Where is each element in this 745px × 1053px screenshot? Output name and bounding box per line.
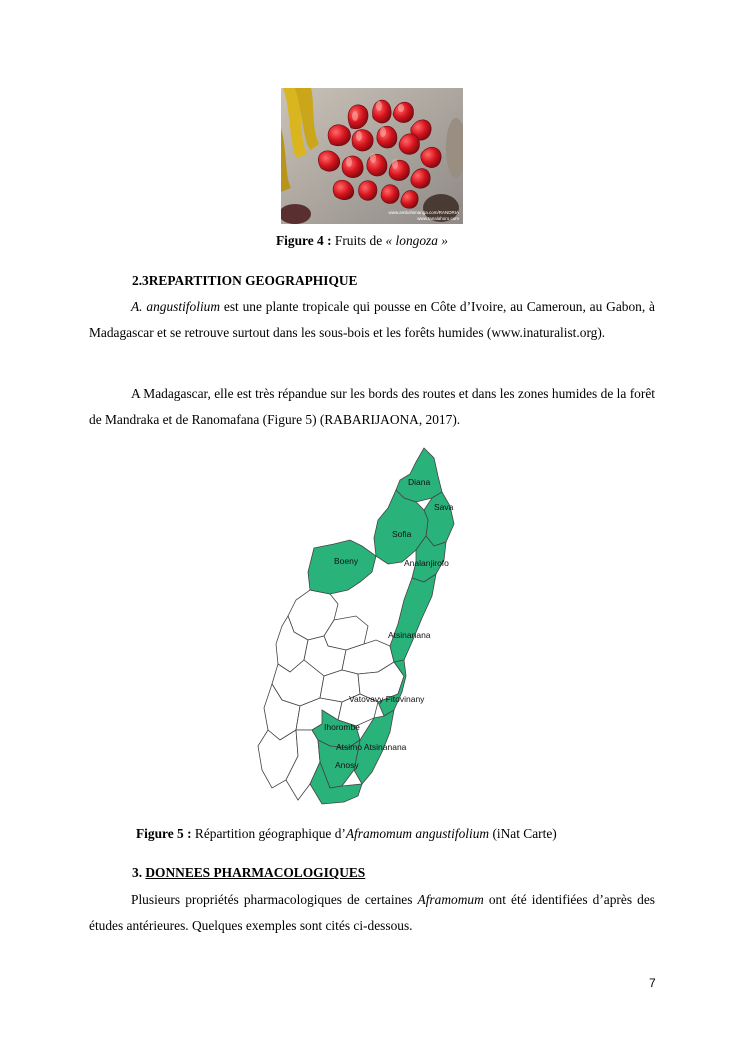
figure-5-caption — [136, 826, 557, 842]
section-3-text-2: ont été identifiées d’après des études antérieures. Quelques exemples sont cités ci-dessous. — [89, 892, 655, 933]
section-3-heading — [132, 865, 365, 881]
section-2-3-heading: 2.3REPARTITION GEOGRAPHIQUE — [132, 273, 358, 288]
page-number: 7 — [649, 976, 656, 990]
figure-4-photo — [281, 88, 463, 224]
map-label-vatovavy-fitovinany: Vatovavy Fitovinany — [349, 694, 425, 704]
figure-5-text-2: (iNat Carte) — [489, 826, 557, 841]
madagascar-map — [238, 440, 466, 812]
map-label-boeny: Boeny — [334, 556, 359, 566]
section-3-number: 3. — [132, 865, 146, 880]
figure-5-text-1: Répartition géographique d’ — [191, 826, 346, 841]
figure-4-caption — [276, 233, 448, 249]
paragraph-1-text: est une plante tropicale qui pousse en Côte d’Ivoire, au Cameroun, au Gabon, à Madagascar et se retrouve surtout dans les sous-bois et les forêts humides (www.inaturalist.org). — [89, 299, 655, 340]
map-label-anosy: Anosy — [335, 760, 359, 770]
map-label-atsimo-atsinanana: Atsimo Atsinanana — [336, 742, 407, 752]
figure-5-map — [238, 440, 466, 812]
map-label-atsinanana: Atsinanana — [388, 630, 431, 640]
map-label-ihorombe: Ihorombe — [324, 722, 360, 732]
photo-watermark-line1: www.ambohimanga.com/RANDRIA — [388, 210, 459, 215]
figure-4-label: Figure 4 : — [276, 233, 332, 248]
species-name: A. angustifolium — [131, 299, 221, 314]
figure-4-italic: « longoza » — [385, 233, 448, 248]
section-3-italic: Aframomum — [417, 892, 484, 907]
map-label-sava: Sava — [434, 502, 454, 512]
section-2-3-paragraph-2: A Madagascar, elle est très répandue sur les bords des routes et dans les zones humides de la forêt de Mandraka et de Ranomafana (Figure 5) (RABARIJAONA, 2017). — [89, 386, 655, 427]
figure-5-italic: Aframomum angustifolium — [345, 826, 490, 841]
photo-watermark-line2: www.tanalahoro.com — [417, 216, 459, 221]
figure-4-text: Fruits de — [331, 233, 386, 248]
section-3-paragraph — [89, 887, 655, 939]
map-label-sofia: Sofia — [392, 529, 412, 539]
section-3-title: DONNEES PHARMACOLOGIQUES — [145, 865, 366, 880]
longoza-fruits-illustration — [281, 88, 463, 224]
figure-5-label: Figure 5 : — [136, 826, 192, 841]
map-label-analanjirofo: Analanjirofo — [404, 558, 449, 568]
section-3-text-1: Plusieurs propriétés pharmacologiques de certaines — [131, 892, 418, 907]
map-label-diana: Diana — [408, 477, 431, 487]
section-2-3-paragraph-1 — [89, 294, 655, 346]
